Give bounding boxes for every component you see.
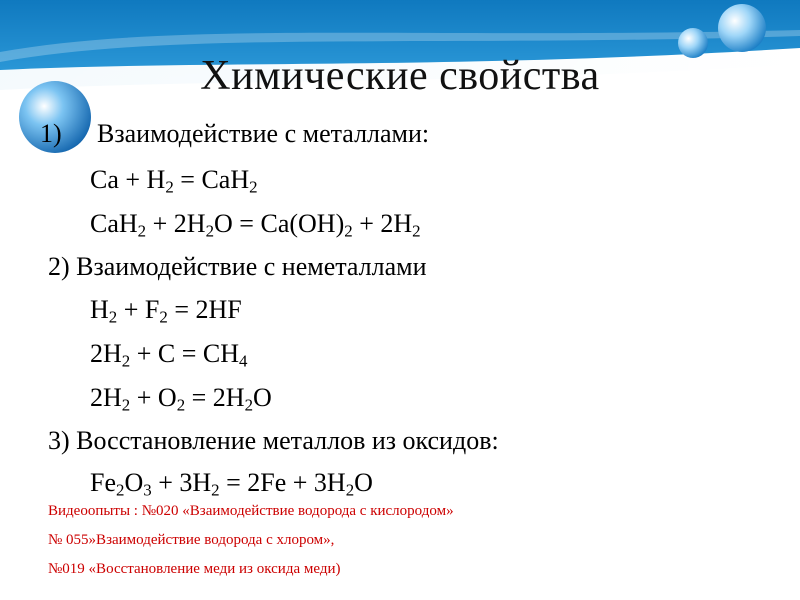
equation-text: O [124,468,144,497]
equation-text: + O [130,383,177,412]
subscript: 3 [143,480,152,500]
equation-text: + 3H [151,468,212,497]
slide-title: Химические свойства [200,53,600,99]
equation-text: = 2H [185,383,245,412]
equation-text: = 2HF [167,295,242,324]
subscript: 2 [121,351,131,371]
video-line-2: № 055»Взаимодействие водорода с хлором», [48,532,335,548]
subscript: 2 [344,221,353,241]
equation-text: H [90,295,109,324]
subscript: 2 [137,221,147,241]
equation-3 [90,293,242,327]
subscript: 2 [108,307,118,327]
subscript: 4 [239,351,248,371]
equation-text: Ca + H [90,165,166,194]
equation-text: + 2H [146,209,206,238]
video-line-3: №019 «Восстановление меди из оксида меди) [48,561,341,577]
video-line-1: Видеоопыты : №020 «Взаимодействие водорода с кислородом» [48,503,454,519]
subscript: 2 [244,395,254,415]
subscript: 2 [116,480,125,500]
equation-text: + F [117,295,160,324]
equation-1 [90,163,258,197]
equation-text: CaH [90,209,138,238]
subscript: 2 [159,307,168,327]
subscript: 2 [412,221,421,241]
equation-text: O [253,383,272,412]
equation-6 [90,466,373,500]
equation-text: O [354,468,373,497]
subscript: 2 [176,395,186,415]
equation-5 [90,381,272,415]
equation-text: = 2Fe + 3H [219,468,346,497]
equation-text: + 2H [352,209,413,238]
subscript: 2 [211,480,220,500]
equation-text: 2H [90,383,122,412]
equation-text: + C = CH [130,339,240,368]
equation-text: = CaH [173,165,250,194]
subscript: 2 [165,177,174,197]
equation-4 [90,337,247,371]
item-1-number: 1) [40,119,62,148]
item-2-heading: 2) Взаимодействие с неметаллами [48,252,427,281]
equation-text: Fe [90,468,116,497]
subscript: 2 [345,480,355,500]
equation-text: 2H [90,339,122,368]
subscript: 2 [121,395,131,415]
subscript: 2 [249,177,258,197]
item-1-heading: Взаимодействие с металлами: [97,119,430,148]
equation-text: O = Ca(OH) [214,209,345,238]
equation-2 [90,207,421,241]
item-3-heading: 3) Восстановление металлов из оксидов: [48,426,499,455]
subscript: 2 [205,221,215,241]
